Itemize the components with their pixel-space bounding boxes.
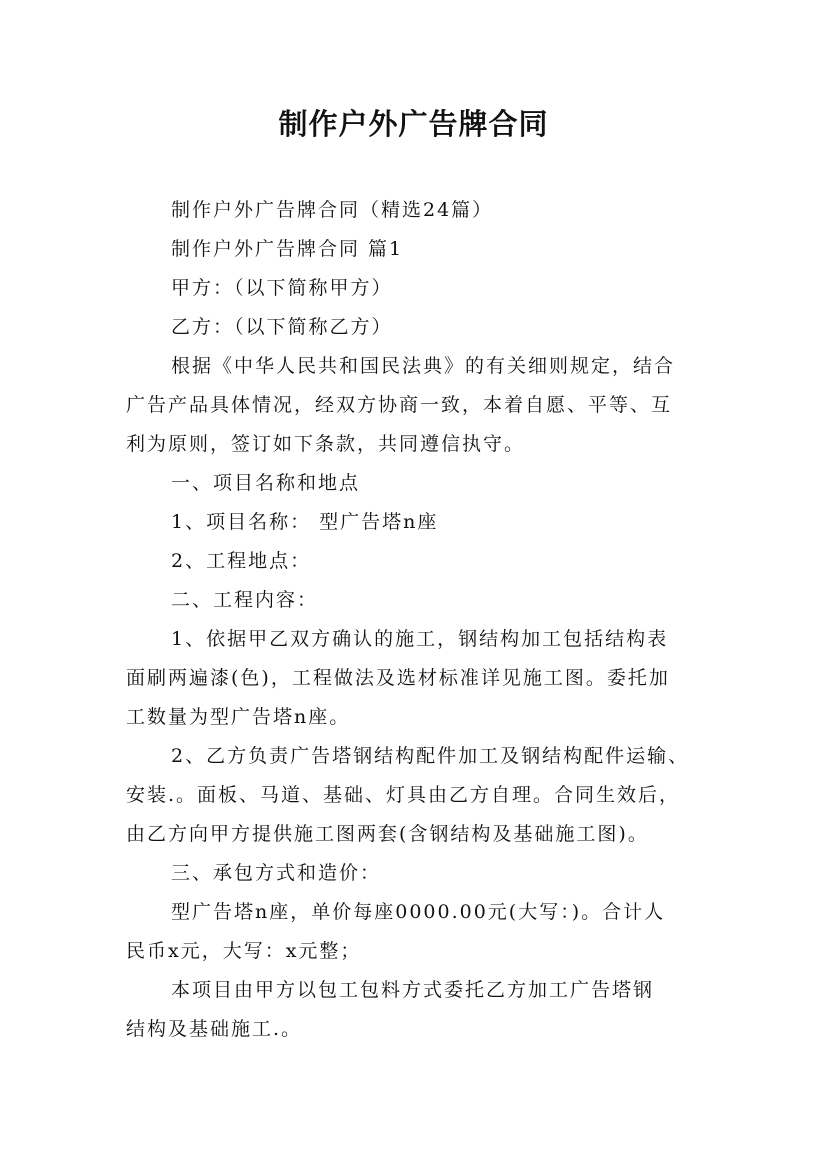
text-line: 1、项目名称： 型广告塔n座 — [171, 511, 439, 533]
text-line: 2、乙方负责广告塔钢结构配件加工及钢结构配件运输、 — [171, 745, 690, 767]
text-line: 结构及基础施工.。 — [126, 1018, 303, 1040]
text-line: 一、项目名称和地点 — [171, 472, 361, 494]
text-line: 2、工程地点： — [171, 550, 312, 572]
paragraph-work-content-2 — [126, 737, 702, 854]
text-line: 广告产品具体情况，经双方协商一致，本着自愿、平等、互 — [126, 394, 673, 416]
text-line: 安装.。面板、马道、基础、灯具由乙方自理。合同生效后， — [126, 784, 681, 806]
paragraph-preamble — [126, 347, 702, 464]
text-line: 制作户外广告牌合同 篇1 — [171, 238, 404, 260]
paragraph-clause-1-heading — [126, 464, 702, 503]
paragraph-subtitle — [126, 191, 702, 230]
text-line: 二、工程内容： — [171, 589, 319, 611]
paragraph-party-b — [126, 308, 702, 347]
paragraph-price — [126, 893, 702, 971]
paragraph-clause-2-heading — [126, 581, 702, 620]
text-line: 民币x元，大写：x元整； — [126, 940, 362, 962]
paragraph-contract-mode — [126, 971, 702, 1049]
paragraph-clause-3-heading — [126, 854, 702, 893]
text-line: 工数量为型广告塔n座。 — [126, 706, 351, 728]
text-line: 三、承包方式和造价： — [171, 862, 382, 884]
paragraph-project-name — [126, 503, 702, 542]
paragraph-section-heading — [126, 230, 702, 269]
text-line: 本项目由甲方以包工包料方式委托乙方加工广告塔钢 — [171, 979, 655, 1001]
text-line: 利为原则，签订如下条款，共同遵信执守。 — [126, 433, 526, 455]
text-line: 面刷两遍漆(色)，工程做法及选材标准详见施工图。委托加 — [126, 667, 670, 689]
document-title: 制作户外广告牌合同 — [278, 107, 549, 141]
paragraph-party-a — [126, 269, 702, 308]
text-line: 根据《中华人民共和国民法典》的有关细则规定，结合 — [171, 355, 676, 377]
paragraph-work-content-1 — [126, 620, 702, 737]
document-body — [126, 191, 702, 1049]
paragraph-project-location — [126, 542, 702, 581]
text-line: 制作户外广告牌合同（精选24篇） — [171, 199, 494, 221]
text-line: 由乙方向甲方提供施工图两套(含钢结构及基础施工图)。 — [126, 823, 649, 845]
text-line: 型广告塔n座，单价每座0000.00元(大写：)。合计人 — [171, 901, 666, 923]
text-line: 1、依据甲乙双方确认的施工，钢结构加工包括结构表 — [171, 628, 669, 650]
text-line: 乙方：（以下简称乙方） — [171, 316, 393, 338]
text-line: 甲方：（以下简称甲方） — [171, 277, 393, 299]
